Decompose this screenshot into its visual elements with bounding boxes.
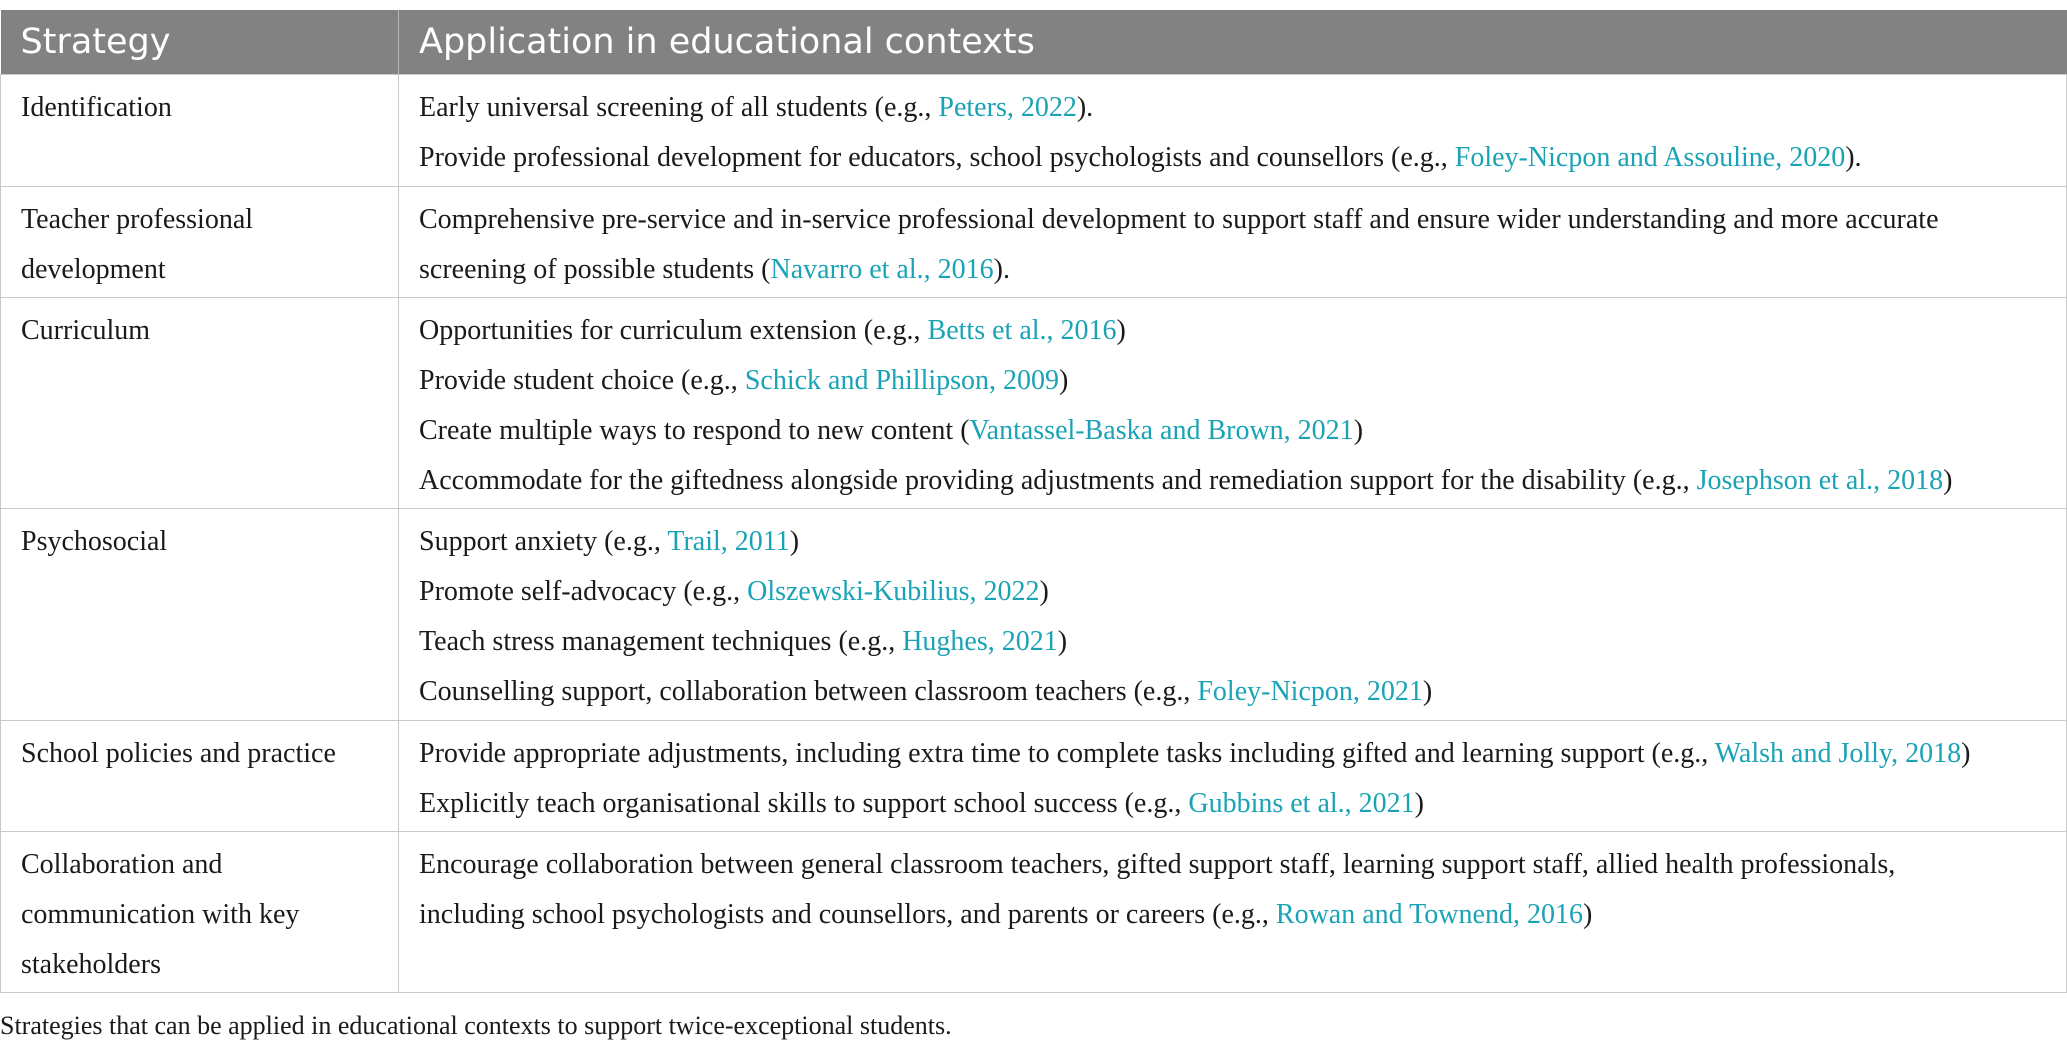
strategy-psychosocial: Psychosocial — [21, 525, 168, 557]
application-cell — [399, 74, 2067, 186]
application-line: Counselling support, collaboration between classroom teachers (e.g., Foley-Nicpon, 2021) — [419, 675, 1433, 707]
strategies-table — [0, 10, 2067, 993]
application-cell — [399, 297, 2067, 508]
application-line: Early universal screening of all students (e.g., Peters, 2022). — [419, 91, 1094, 123]
application-cell — [399, 831, 2067, 992]
strategy-cell — [1, 831, 399, 992]
citation-link[interactable]: Schick and Phillipson, 2009 — [744, 364, 1060, 396]
strategy-collaboration: Collaboration and communication with key stakeholders — [21, 848, 300, 980]
strategy-curriculum: Curriculum — [21, 314, 151, 346]
table-row — [1, 74, 2067, 186]
application-cell — [399, 720, 2067, 831]
application-line: Provide student choice (e.g., Schick and Phillipson, 2009) — [419, 364, 1069, 396]
citation-link[interactable]: Trail, 2011 — [667, 525, 790, 557]
strategy-cell — [1, 508, 399, 720]
application-line: Promote self-advocacy (e.g., Olszewski-Kubilius, 2022) — [419, 575, 1049, 607]
strategy-identification: Identification — [21, 91, 172, 123]
application-line: Teach stress management techniques (e.g., Hughes, 2021) — [419, 625, 1068, 657]
application-line: Encourage collaboration between general classroom teachers, gifted support staff, learning support staff, allied health professionals, — [419, 848, 1896, 880]
strategy-cell — [1, 186, 399, 297]
strategy-teacher-professional-development: Teacher professional development — [21, 203, 254, 285]
table-row — [1, 508, 2067, 720]
citation-link[interactable]: Foley-Nicpon, 2021 — [1197, 675, 1423, 707]
citation-link[interactable]: Foley-Nicpon and Assouline, 2020 — [1454, 141, 1846, 173]
strategy-cell — [1, 720, 399, 831]
table-caption: Strategies that can be applied in educational contexts to support twice-exceptional students. — [0, 1011, 952, 1040]
strategy-school-policies: School policies and practice — [21, 737, 336, 769]
table-row — [1, 720, 2067, 831]
application-cell — [399, 186, 2067, 297]
application-line: Explicitly teach organisational skills to support school success (e.g., Gubbins et al., 2021) — [419, 787, 1424, 819]
citation-link[interactable]: Rowan and Townend, 2016 — [1275, 898, 1583, 930]
strategy-cell — [1, 297, 399, 508]
application-line: including school psychologists and counsellors, and parents or careers (e.g., Rowan and Townend, 2016) — [419, 898, 1593, 930]
citation-link[interactable]: Hughes, 2021 — [902, 625, 1058, 657]
citation-link[interactable]: Walsh and Jolly, 2018 — [1714, 737, 1962, 769]
application-line: Create multiple ways to respond to new content (Vantassel-Baska and Brown, 2021) — [419, 414, 1364, 446]
table-wrapper — [0, 10, 2067, 993]
table-header — [1, 10, 2067, 74]
table-row — [1, 186, 2067, 297]
citation-link[interactable]: Josephson et al., 2018 — [1696, 464, 1944, 496]
citation-link[interactable]: Betts et al., 2016 — [927, 314, 1117, 346]
table-row — [1, 831, 2067, 992]
citation-link[interactable]: Olszewski-Kubilius, 2022 — [747, 575, 1040, 607]
table-body — [1, 74, 2067, 992]
application-cell — [399, 508, 2067, 720]
application-line: screening of possible students (Navarro et al., 2016). — [419, 253, 1010, 285]
citation-link[interactable]: Navarro et al., 2016 — [770, 253, 994, 285]
application-line: Support anxiety (e.g., Trail, 2011) — [419, 525, 800, 557]
citation-link[interactable]: Vantassel-Baska and Brown, 2021 — [969, 414, 1354, 446]
strategy-cell — [1, 74, 399, 186]
header-application: Application in educational contexts — [399, 10, 2067, 74]
application-line: Opportunities for curriculum extension (e.g., Betts et al., 2016) — [419, 314, 1126, 346]
application-line: Accommodate for the giftedness alongside providing adjustments and remediation support for the disability (e.g., Josephson et al., 2018) — [419, 464, 1953, 496]
table-row — [1, 297, 2067, 508]
citation-link[interactable]: Peters, 2022 — [938, 91, 1077, 123]
application-line: Provide appropriate adjustments, including extra time to complete tasks including gifted and learning support (e.g., Walsh and Jolly, 2018) — [419, 737, 1971, 769]
citation-link[interactable]: Gubbins et al., 2021 — [1188, 787, 1415, 819]
application-line: Provide professional development for educators, school psychologists and counsellors (e.g., Foley-Nicpon and Assouline, 2020). — [419, 141, 1862, 173]
header-strategy: Strategy — [1, 10, 399, 74]
application-line: Comprehensive pre-service and in-service professional development to support staff and ensure wider understanding and more accurate — [419, 203, 1939, 235]
